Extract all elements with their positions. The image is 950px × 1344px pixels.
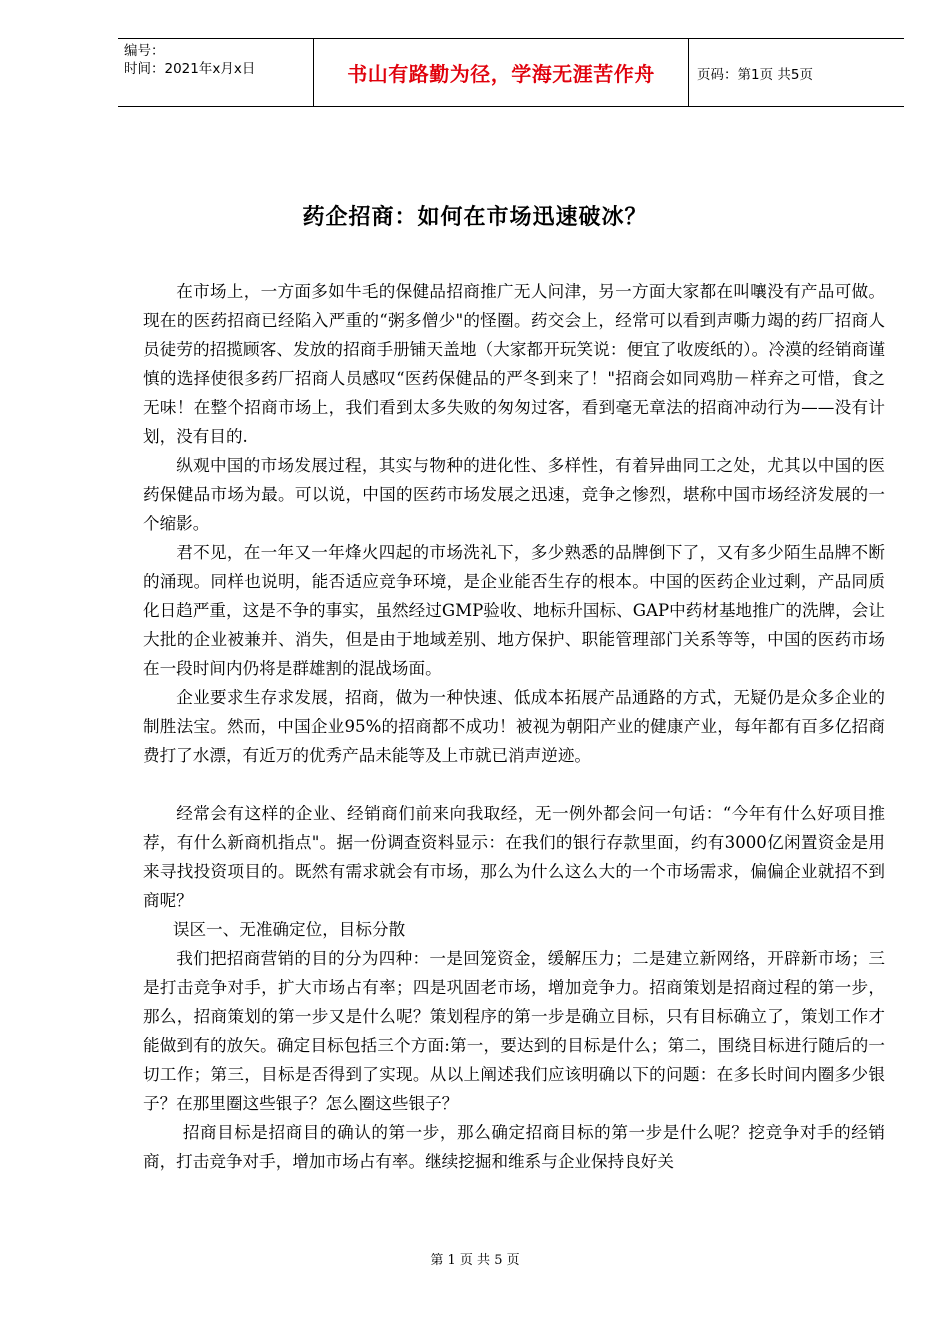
motto-text: 书山有路勤为径，学海无涯苦作舟 xyxy=(347,62,655,86)
paragraph-4: 企业要求生存求发展，招商，做为一种快速、低成本拓展产品通路的方式，无疑仍是众多企业的制胜法宝。然而，中国企业95%的招商都不成功！被视为朝阳产业的健康产业，每年都有百多亿招商费打了水漂，有近万的优秀产品未能等及上市就已消声逆迹。 xyxy=(143,688,885,765)
page-footer: 第 1 页 共 5 页 xyxy=(430,1253,520,1268)
paragraph-5: 经常会有这样的企业、经销商们前来向我取经，无一例外都会问一句话：“今年有什么好项目推荐，有什么新商机指点"。据一份调查资料显示：在我们的银行存款里面，约有3000亿闲置资金是用来寻找投资项目的。既然有需求就会有市场，那么为什么这么大的一个市场需求，偏偏企业就招不到商呢？ xyxy=(143,804,885,910)
paragraph-7: 招商目标是招商目的确认的第一步，那么确定招商目标的第一步是什么呢？挖竞争对手的经销商，打击竞争对手，增加市场占有率。继续挖掘和维系与企业保持良好关 xyxy=(143,1123,885,1171)
document-header xyxy=(118,38,904,107)
paragraph-1: 在市场上，一方面多如牛毛的保健品招商推广无人问津，另一方面大家都在叫嚷没有产品可做。现在的医药招商已经陷入严重的“粥多僧少"的怪圈。药交会上，经常可以看到声嘶力竭的药厂招商人员徒劳的招揽顾客、发放的招商手册铺天盖地（大家都开玩笑说：便宜了收废纸的）。冷漠的经销商谨慎的选择使很多药厂招商人员感叹“医药保健品的严冬到来了！"招商会如同鸡肋－样弃之可惜，食之无味！在整个招商市场上，我们看到太多失败的匆匆过客，看到毫无章法的招商冲动行为——没有计划，没有目的. xyxy=(143,282,885,446)
number-label: 编号： xyxy=(124,43,165,59)
paragraph-3: 君不见，在一年又一年烽火四起的市场洗礼下，多少熟悉的品牌倒下了，又有多少陌生品牌不断的涌现。同样也说明，能否适应竞争环境，是企业能否生存的根本。中国的医药企业过剩，产品同质化日趋严重，这是不争的事实，虽然经过GMP验收、地标升国标、GAP中药材基地推广的洗牌，会让大批的企业被兼并、消失，但是由于地域差别、地方保护、职能管理部门关系等等，中国的医药市场在一段时间内仍将是群雄割的混战场面。 xyxy=(143,543,885,678)
page-title: 药企招商：如何在市场迅速破冰？ xyxy=(302,205,648,230)
document-body xyxy=(143,277,885,1176)
paragraph-2: 纵观中国的市场发展过程，其实与物种的进化性、多样性，有着异曲同工之处，尤其以中国的医药保健品市场为最。可以说，中国的医药市场发展之迅速，竞争之惨烈，堪称中国市场经济发展的一个缩影。 xyxy=(143,456,885,533)
page-info: 页码：第1页 共5页 xyxy=(697,66,813,83)
header-meta-cell xyxy=(118,39,314,106)
section-heading: 误区一、无准确定位，目标分散 xyxy=(172,920,406,939)
paragraph-6: 我们把招商营销的目的分为四种：一是回笼资金，缓解压力；二是建立新网络，开辟新市场；三是打击竞争对手，扩大市场占有率；四是巩固老市场，增加竞争力。招商策划是招商过程的第一步，那么，招商策划的第一步又是什么呢？策划程序的第一步是确立目标，只有目标确立了，策划工作才能做到有的放矢。确定目标包括三个方面:第一，要达到的目标是什么；第二，围绕目标进行随后的一切工作；第三，目标是否得到了实现。从以上阐述我们应该明确以下的问题：在多长时间内圈多少银子？在那里圈这些银子？怎么圈这些银子？ xyxy=(143,949,885,1113)
header-page-cell xyxy=(689,39,904,106)
time-label: 时间：2021年x月x日 xyxy=(124,61,256,77)
header-motto-cell xyxy=(314,39,689,106)
